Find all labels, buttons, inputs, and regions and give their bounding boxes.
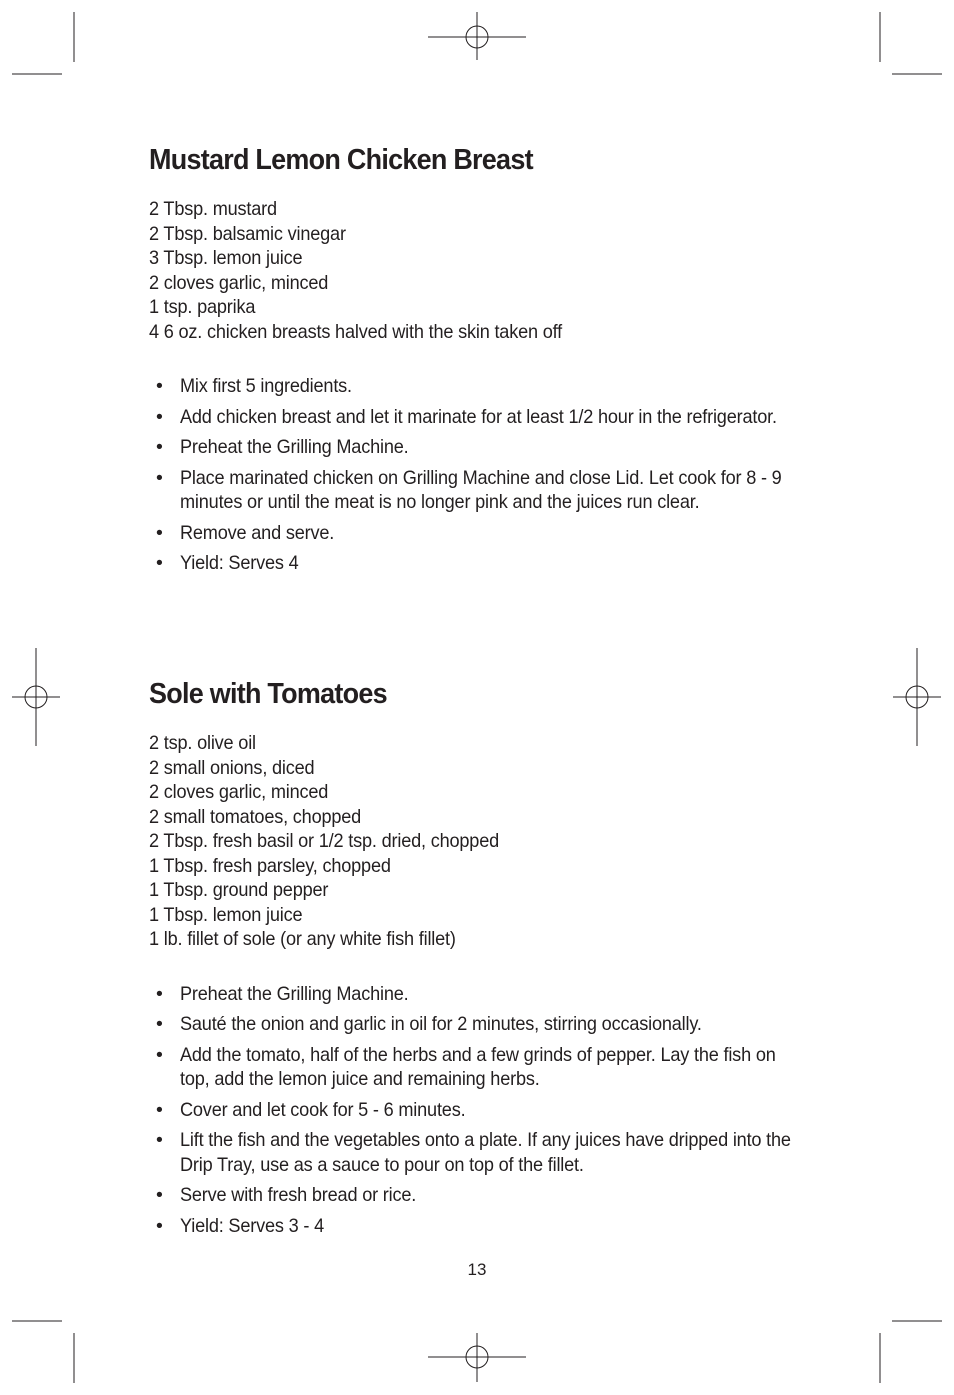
bullet-icon: •: [156, 405, 163, 428]
bullet-icon: •: [156, 466, 163, 489]
bullet-icon: •: [156, 1129, 163, 1151]
instruction-text: Cover and let cook for 5 - 6 minutes.: [180, 1098, 466, 1121]
ingredient-item: 4 6 oz. chicken breasts halved with the skin taken off: [149, 320, 563, 343]
instruction-item: [149, 374, 829, 399]
instruction-text: Lift the fish and the vegetables onto a plate. If any juices have dripped into the Drip Tray, use as a sauce to pour on top of the fillet.: [180, 1129, 791, 1176]
instruction-text: Add the tomato, half of the herbs and a few grinds of pepper. Lay the fish on top, add the lemon juice and remaining herbs.: [180, 1043, 776, 1090]
bullet-icon: •: [156, 1214, 163, 1237]
instruction-text: Yield: Serves 4: [180, 552, 299, 574]
bullet-icon: •: [156, 982, 163, 1005]
bullet-icon: •: [156, 1013, 163, 1035]
instruction-item: [149, 521, 829, 546]
ingredient-item: 1 Tbsp. ground pepper: [149, 879, 329, 901]
recipe-title: Sole with Tomatoes: [149, 678, 387, 710]
ingredient-item: 2 Tbsp. balsamic vinegar: [149, 222, 346, 245]
ingredient-item: 1 lb. fillet of sole (or any white fish fillet): [149, 928, 456, 950]
crop-mark-top-left: [12, 12, 74, 74]
bullet-icon: •: [156, 436, 163, 458]
instruction-item: [149, 466, 829, 515]
bullet-icon: •: [156, 1043, 163, 1066]
instruction-text: Serve with fresh bread or rice.: [180, 1184, 417, 1206]
ingredient-list: [149, 731, 829, 952]
instruction-text: Yield: Serves 3 - 4: [180, 1214, 324, 1237]
instruction-text: Preheat the Grilling Machine.: [180, 982, 409, 1005]
instruction-item: [149, 435, 829, 460]
ingredient-list: [149, 197, 829, 344]
instruction-text: Add chicken breast and let it marinate for at least 1/2 hour in the refrigerator.: [180, 405, 777, 428]
ingredient-item: 1 Tbsp. lemon juice: [149, 903, 303, 926]
ingredient-item: 2 tsp. olive oil: [149, 732, 256, 754]
instruction-text: Remove and serve.: [180, 521, 335, 544]
recipe-title: Mustard Lemon Chicken Breast: [149, 144, 533, 176]
instruction-text: Sauté the onion and garlic in oil for 2 minutes, stirring occasionally.: [180, 1013, 702, 1035]
instruction-item: [149, 1183, 829, 1208]
ingredient-item: 3 Tbsp. lemon juice: [149, 247, 303, 269]
ingredient-item: 1 tsp. paprika: [149, 296, 256, 318]
bullet-icon: •: [156, 552, 163, 574]
registration-mark-bottom: [428, 1333, 526, 1382]
bullet-icon: •: [156, 1184, 163, 1206]
registration-mark-right: [893, 648, 941, 746]
ingredient-item: 2 cloves garlic, minced: [149, 781, 329, 803]
instruction-item: [149, 551, 829, 576]
instruction-item: [149, 982, 829, 1007]
page-number: 13: [467, 1260, 487, 1279]
instruction-item: [149, 1098, 829, 1123]
registration-mark-left: [12, 648, 60, 746]
instruction-text: Place marinated chicken on Grilling Machine and close Lid. Let cook for 8 - 9 minutes or until the meat is no longer pink and the juices run clear.: [180, 466, 782, 513]
crop-mark-bottom-left: [12, 1321, 74, 1383]
instruction-text: Mix first 5 ingredients.: [180, 375, 352, 397]
crop-mark-bottom-right: [880, 1321, 942, 1383]
bullet-icon: •: [156, 1098, 163, 1121]
recipe-sole-with-tomatoes: [149, 677, 829, 1244]
instruction-item: [149, 405, 829, 430]
instruction-item: [149, 1012, 829, 1037]
registration-mark-top: [428, 12, 526, 60]
bullet-icon: •: [156, 521, 163, 544]
ingredient-item: 1 Tbsp. fresh parsley, chopped: [149, 854, 391, 877]
recipe-mustard-lemon-chicken: [149, 143, 829, 582]
ingredient-item: 2 Tbsp. fresh basil or 1/2 tsp. dried, chopped: [149, 830, 499, 852]
instruction-item: [149, 1214, 829, 1239]
ingredient-item: 2 small tomatoes, chopped: [149, 805, 362, 828]
bullet-icon: •: [156, 375, 163, 397]
ingredient-item: 2 Tbsp. mustard: [149, 198, 277, 220]
crop-mark-top-right: [880, 12, 942, 74]
instruction-list: [149, 374, 829, 576]
instruction-text: Preheat the Grilling Machine.: [180, 436, 409, 458]
instruction-item: [149, 1128, 829, 1177]
ingredient-item: 2 cloves garlic, minced: [149, 271, 329, 294]
instruction-item: [149, 1043, 829, 1092]
instruction-list: [149, 982, 829, 1239]
ingredient-item: 2 small onions, diced: [149, 756, 315, 779]
